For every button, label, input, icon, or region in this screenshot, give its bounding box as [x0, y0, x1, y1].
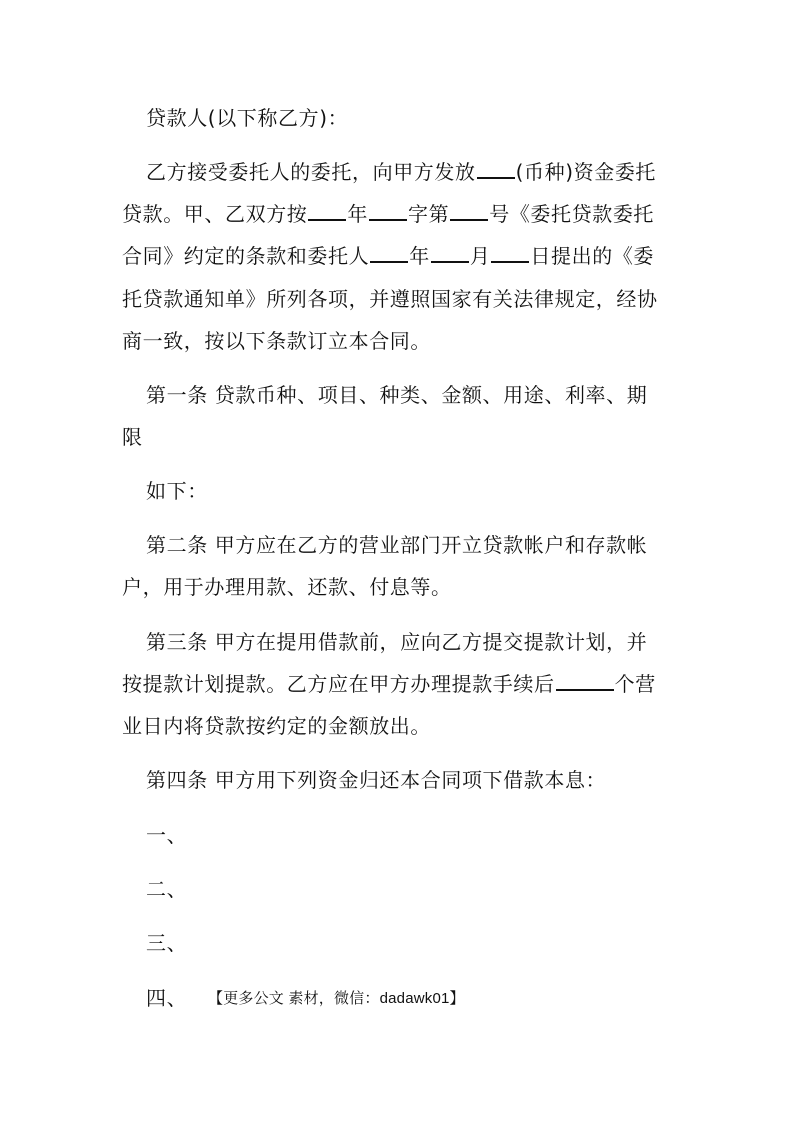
- list-item: 二、: [146, 877, 188, 901]
- fill-blank: [477, 159, 515, 179]
- fill-blank: [431, 243, 469, 263]
- fill-blank: [491, 243, 529, 263]
- article-3-line: 按提款计划提款。乙方应在甲方办理提款手续后 个营: [122, 672, 656, 696]
- fill-blank: [369, 201, 407, 221]
- paragraph-line: 商一致，按以下条款订立本合同。: [122, 329, 431, 353]
- paragraph-line: 合同》约定的条款和委托人 年 月 日提出的《委: [122, 244, 655, 268]
- fill-blank: [450, 201, 488, 221]
- fill-blank: [370, 243, 408, 263]
- fill-blank: [556, 671, 614, 691]
- article-3-line: 第三条 甲方在提用借款前，应向乙方提交提款计划，并: [146, 630, 648, 654]
- list-item: 三、: [146, 931, 188, 955]
- paragraph-line: 如下：: [146, 479, 208, 503]
- paragraph-line: 乙方接受委托人的委托，向甲方发放 (币种)资金委托: [146, 160, 657, 184]
- fill-blank: [308, 201, 346, 221]
- article-4-line: 第四条 甲方用下列资金归还本合同项下借款本息：: [146, 768, 607, 792]
- article-2-line: 第二条 甲方应在乙方的营业部门开立贷款帐户和存款帐: [146, 533, 648, 557]
- footer-note: 【更多公文 素材，微信：dadawk01】: [208, 990, 465, 1007]
- list-item: 一、: [146, 823, 188, 847]
- paragraph-line: 贷款。甲、乙双方按 年 字第 号《委托贷款委托: [122, 202, 655, 226]
- article-1-line: 第一条 贷款币种、项目、种类、金额、用途、利率、期: [146, 383, 648, 407]
- party-b-line: 贷款人(以下称乙方)：: [146, 106, 349, 130]
- article-2-line: 户，用于办理用款、还款、付息等。: [122, 575, 452, 599]
- article-3-line: 业日内将贷款按约定的金额放出。: [122, 714, 431, 738]
- article-1-line: 限: [122, 425, 143, 449]
- list-item: 四、: [146, 986, 188, 1010]
- paragraph-line: 托贷款通知单》所列各项，并遵照国家有关法律规定，经协: [122, 287, 658, 311]
